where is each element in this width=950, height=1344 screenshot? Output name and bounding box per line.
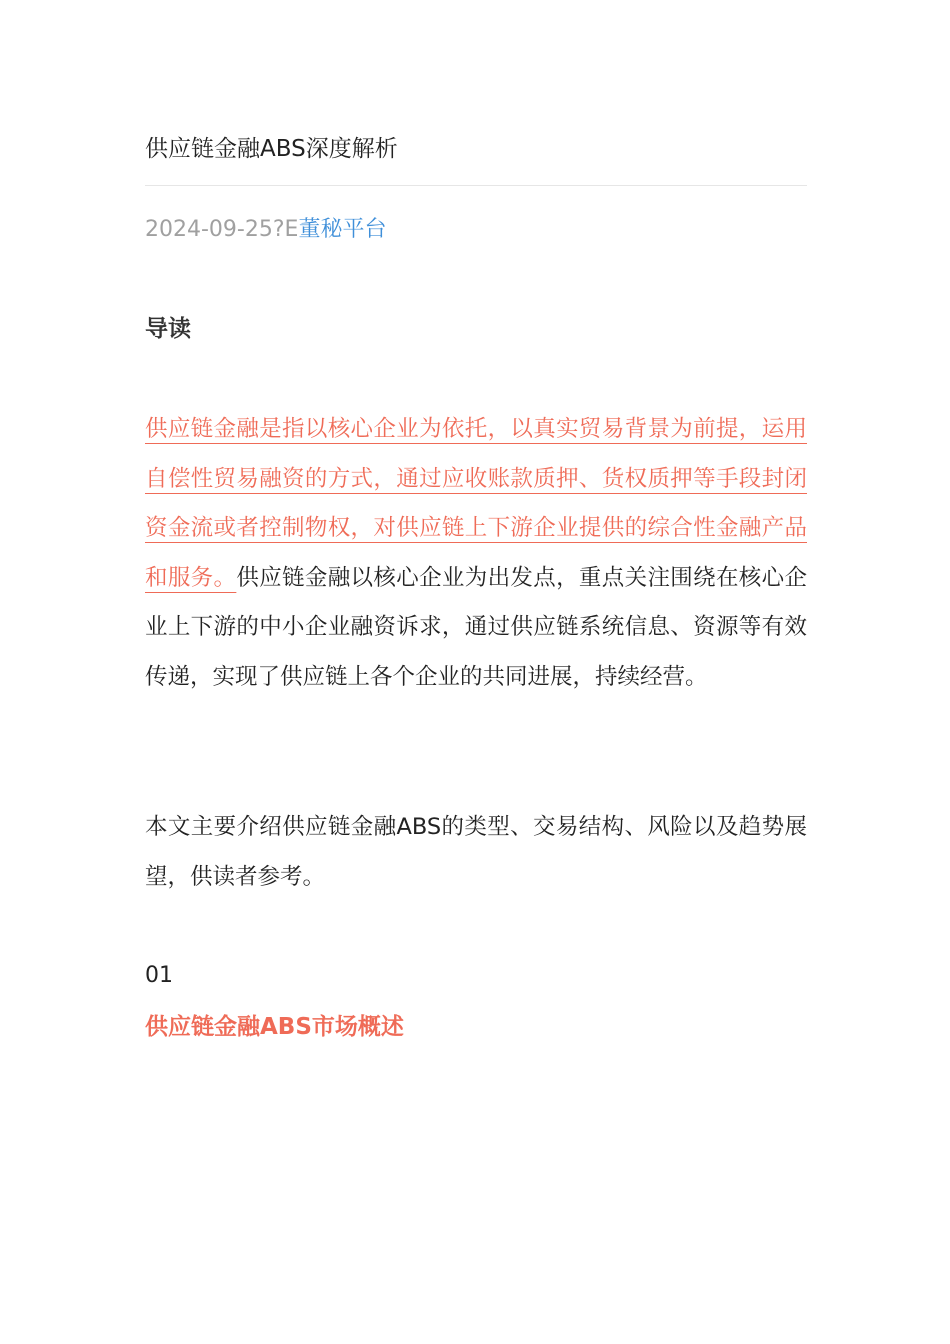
section-number: 01 — [145, 963, 173, 988]
article-title: 供应链金融ABS深度解析 — [145, 136, 398, 162]
intro-rest: 供应链金融以核心企业为出发点，重点关注围绕在核心企业上下游的中小企业融资诉求，通过供应链系统信息、资源等有效传递，实现了供应链上各个企业的共同进展，持续经营。 — [145, 564, 807, 690]
article-meta — [145, 212, 386, 248]
section-title: 供应链金融ABS市场概述 — [145, 1014, 404, 1040]
title-divider — [145, 185, 807, 186]
intro-paragraph — [145, 405, 807, 702]
summary-paragraph: 本文主要介绍供应链金融ABS的类型、交易结构、风险以及趋势展望，供读者参考。 — [145, 814, 807, 890]
source-link[interactable]: 董秘平台 — [298, 217, 387, 242]
publish-date: 2024-09-25 — [145, 217, 273, 242]
lead-heading: 导读 — [145, 316, 191, 342]
meta-separator: ?E — [272, 217, 299, 242]
intro-highlight: 供应链金融是指以核心企业为依托，以真实贸易背景为前提，运用自偿性贸易融资的方式，通过应收账款质押、货权质押等手段封闭资金流或者控制物权，对供应链上下游企业提供的综合性金融产品和服务。 — [145, 416, 807, 591]
